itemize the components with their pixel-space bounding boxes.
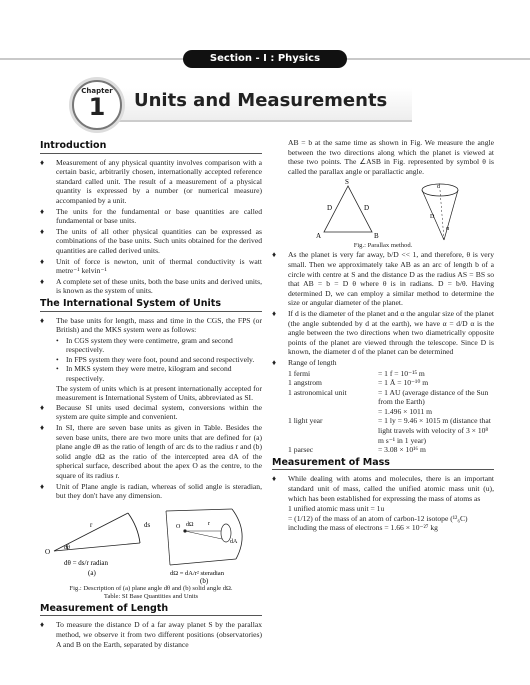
- cone-edge: [166, 511, 170, 565]
- label-b: B: [374, 232, 379, 241]
- si-units-heading: The International System of Units: [40, 299, 262, 312]
- si-bullet: ♦ The base units for length, mass and time in the CGS, the FPS (or British) and the MKS system were as follows:: [40, 315, 262, 335]
- cone-line: [444, 190, 458, 240]
- range-row: 1 angstrom = 1 Å = 10⁻¹⁰ m: [288, 378, 429, 388]
- cone-edge: [170, 559, 236, 565]
- introduction-heading: Introduction: [40, 141, 262, 154]
- apex-o: [183, 529, 186, 532]
- right-column: [272, 138, 494, 533]
- label-s: S: [345, 178, 349, 187]
- plane-angle-equation: dθ = ds/r radian: [64, 558, 109, 567]
- mass-line: including the mass of electrons = 1.66 × 10⁻²⁷ kg: [288, 523, 438, 533]
- parallax-figure: [272, 178, 494, 242]
- si-sub-bullet: • In FPS system they were foot, pound and second respectively.: [56, 354, 255, 364]
- si-bullet: ♦ In SI, there are seven base units as given in Table. Besides the seven base units, there are two more units that are defined for (a) plane angle dθ as the ratio of length of arc ds to the radius r and (b) solid angle dΩ as the ratio of the intercepted area dA of the spherical surface, described about the apex O as the centre, to the square of its radius r.: [40, 423, 262, 480]
- range-row: 1 parsec = 3.08 × 10¹⁶ m: [288, 445, 426, 455]
- label-da: dA: [230, 538, 238, 545]
- length-heading: Measurement of Length: [40, 604, 262, 617]
- label-o: O: [176, 523, 181, 530]
- label-o: O: [45, 547, 51, 556]
- section-label: Section - I : Physics: [183, 50, 347, 68]
- chapter-label: Chapter: [81, 87, 113, 95]
- range-bullet: ♦ Range of length: [272, 357, 337, 367]
- label-b: (b): [200, 576, 209, 585]
- arc-ds: [128, 513, 140, 543]
- label-alpha: α: [446, 226, 450, 233]
- section-banner: [0, 50, 530, 68]
- intro-bullet: ♦ The units of all other physical quantities can be expressed as combinations of the base units. Such units obtained for the derived quantities are called derived units.: [40, 226, 262, 255]
- chapter-number: 1: [88, 93, 106, 121]
- si-sub-bullet: • In MKS system they were metre, kilogram and second respectively.: [56, 364, 232, 384]
- angle-figure: [40, 503, 262, 585]
- label-domega: dΩ: [186, 521, 194, 528]
- ray: [185, 531, 222, 539]
- label-dtheta: dθ: [64, 544, 70, 551]
- range-row: 1 light year = 1 ly = 9.46 × 1015 m (distance that light travels with velocity of 3 × 10⁸ m s⁻¹ in 1 year): [288, 416, 491, 445]
- label-d-left: D: [327, 204, 333, 213]
- range-row: 1 fermi = 1 f = 10⁻¹⁵ m: [288, 368, 425, 378]
- range-row: = 1.496 × 1011 m: [378, 406, 433, 416]
- label-r: r: [208, 520, 210, 527]
- si-paragraph: The system of units which is at present internationally accepted for measurement is International System of Units, abbreviated as SI.: [56, 383, 262, 403]
- chapter-badge: [72, 80, 122, 130]
- label-d-cone: D: [430, 214, 435, 221]
- label-a: A: [316, 232, 322, 241]
- mass-bullet: ♦ While dealing with atoms and molecules, there is an important standard unit of mass, called the unified atomic mass unit (u), which has been established for expressing the mass of atoms as: [272, 474, 494, 503]
- mass-line: = (1/12) of the mass of an atom of carbon-12 isotope (¹²₆C): [288, 513, 468, 523]
- mass-line: 1 unified atomic mass unit = 1u: [288, 504, 385, 514]
- mass-heading: Measurement of Mass: [272, 458, 494, 471]
- label-d-small: d: [437, 184, 440, 191]
- label-a: (a): [88, 568, 96, 577]
- label-ds: ds: [144, 520, 151, 529]
- sphere-arc: [232, 509, 242, 559]
- planet-bullet: ♦ As the planet is very far away, b/D << 1, and therefore, θ is very small. Then we approximately take AB as an arc of length b of a circle with centre at S and the distance D as the radius AS = BS so that AB = b = D θ where θ is in radians. D = b/θ. Having determined D, we can employ a similar method to determine the size or angular diameter of the planet.: [272, 250, 494, 308]
- intro-bullet: ♦ The units for the fundamental or base quantities are called fundamental or base units.: [40, 206, 262, 226]
- si-bullet: ♦ Unit of Plane angle is radian, whereas of solid angle is steradian, but they don't have any dimension.: [40, 481, 262, 501]
- solid-angle-equation: dΩ = dA/r² steradian: [170, 569, 224, 577]
- cone-edge: [166, 509, 232, 511]
- figure-caption: Fig.: Description of (a) plane angle dθ and (b) solid angle dΩ.: [69, 584, 233, 592]
- length-bullet: ♦ To measure the distance D of a far away planet S by the parallax method, we observe it from two different positions (observatories) A and B on the Earth, separated by distance: [40, 620, 262, 649]
- left-column: [40, 138, 262, 650]
- si-sub-bullet: • In CGS system they were centimetre, gram and second respectively.: [56, 335, 233, 355]
- intro-bullet: ♦ Unit of force is newton, unit of thermal conductivity is watt metre⁻¹ kelvin⁻¹: [40, 256, 262, 276]
- label-r: r: [90, 520, 93, 529]
- si-bullet: ♦ Because SI units used decimal system, conversions within the system are quite simple and convenient.: [40, 402, 262, 422]
- label-d-right: D: [364, 204, 370, 213]
- diameter-bullet: ♦ If d is the diameter of the planet and α the angular size of the planet (the angle subtended by d at the earth), we have α = d/D α is the angle between the two directions when two diametrically opposite points of the planet are viewed through the telescope. Since D is known, the diameter d of the planet can be determined: [272, 308, 494, 357]
- parallax-caption: Fig.: Parallax method.: [353, 242, 413, 250]
- intro-bullet: ♦ A complete set of these units, both the base units and derived units, is known as the system of units.: [40, 276, 262, 296]
- table-caption: Table: SI Base Quantities and Units: [103, 592, 199, 600]
- parallax-paragraph: AB = b at the same time as shown in Fig. We measure the angle between the two directions along which the planet is viewed at these two points. The ∠ASB in Fig. represented by symbol θ is called the parallax angle or parallactic angle.: [288, 138, 494, 176]
- range-row: 1 astronomical unit = 1 AU (average distance of the Sun from the Earth): [288, 387, 489, 407]
- intro-bullet: ♦ Measurement of any physical quantity involves comparison with a certain basic, arbitrarily chosen, internationally accepted reference standard called unit. The result of a measurement of a physical quantity is expressed by a number (or numerical measure) accompanied by a unit.: [40, 157, 262, 205]
- chapter-title: Units and Measurements: [134, 90, 388, 111]
